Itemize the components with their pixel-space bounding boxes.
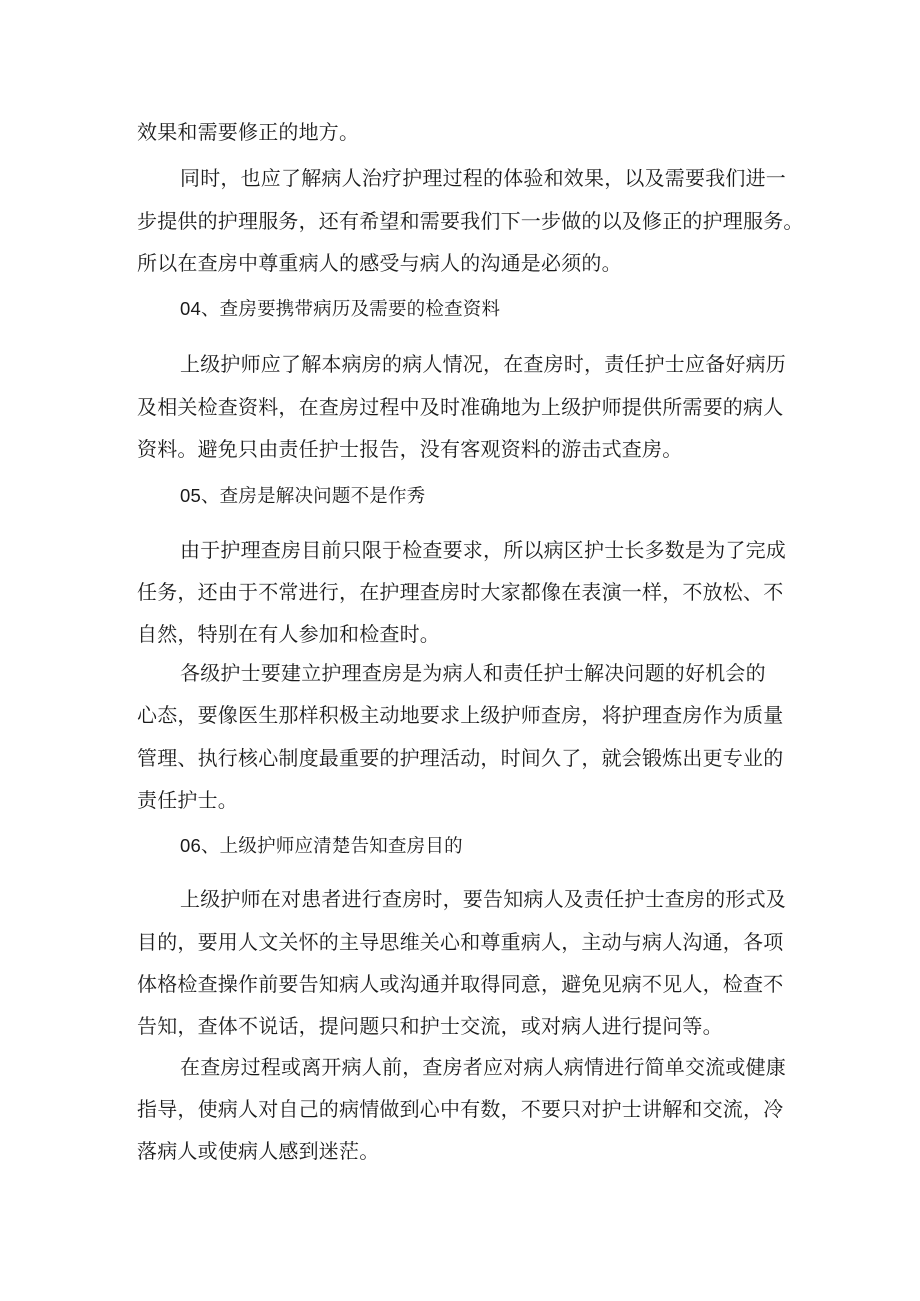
paragraph-line: 体格检查操作前要告知病人或沟通并取得同意，避免见病不见人，检查不 — [137, 972, 784, 996]
paragraph-line: 各级护士要建立护理查房是为病人和责任护士解决问题的好机会的 — [180, 661, 766, 685]
paragraph-line: 在查房过程或离开病人前，查房者应对病人病情进行简单交流或健康 — [180, 1055, 786, 1079]
paragraph-line: 告知，查体不说话，提问题只和护士交流，或对病人进行提问等。 — [137, 1014, 723, 1038]
paragraph-line: 资料。避免只由责任护士报告，没有客观资料的游击式查房。 — [137, 437, 683, 461]
paragraph-line: 步提供的护理服务，还有希望和需要我们下一步做的以及修正的护理服务。 — [137, 209, 804, 233]
paragraph-line: 管理、执行核心制度最重要的护理活动，时间久了，就会锻炼出更专业的 — [137, 746, 784, 770]
section-heading-04: 04、查房要携带病历及需要的检查资料 — [180, 298, 501, 319]
paragraph-line: 自然，特别在有人参加和检查时。 — [137, 622, 440, 646]
paragraph-line: 指导，使病人对自己的病情做到心中有数，不要只对护士讲解和交流，冷 — [137, 1097, 784, 1121]
paragraph-line: 上级护师在对患者进行查房时，要告知病人及责任护士查房的形式及 — [180, 887, 786, 911]
paragraph-line: 心态，要像医生那样积极主动地要求上级护师查房，将护理查房作为质量 — [137, 703, 784, 727]
paragraph-line: 由于护理查房目前只限于检查要求，所以病区护士长多数是为了完成 — [180, 538, 786, 562]
paragraph-line: 同时，也应了解病人治疗护理过程的体验和效果，以及需要我们进一 — [180, 166, 786, 190]
paragraph-line: 效果和需要修正的地方。 — [137, 120, 360, 144]
paragraph-line: 目的，要用人文关怀的主导思维关心和尊重病人，主动与病人沟通，各项 — [137, 930, 784, 954]
paragraph-line: 上级护师应了解本病房的病人情况，在查房时，责任护士应备好病历 — [180, 352, 786, 376]
paragraph-line: 所以在查房中尊重病人的感受与病人的沟通是必须的。 — [137, 251, 622, 275]
section-heading-05: 05、查房是解决问题不是作秀 — [180, 485, 426, 506]
paragraph-line: 及相关检查资料，在查房过程中及时准确地为上级护师提供所需要的病人 — [137, 395, 784, 419]
section-heading-06: 06、上级护师应清楚告知查房目的 — [180, 835, 463, 856]
paragraph-line: 任务，还由于不常进行，在护理查房时大家都像在表演一样，不放松、不 — [137, 580, 784, 604]
paragraph-line: 责任护士。 — [137, 788, 238, 812]
paragraph-line: 落病人或使病人感到迷茫。 — [137, 1139, 380, 1163]
